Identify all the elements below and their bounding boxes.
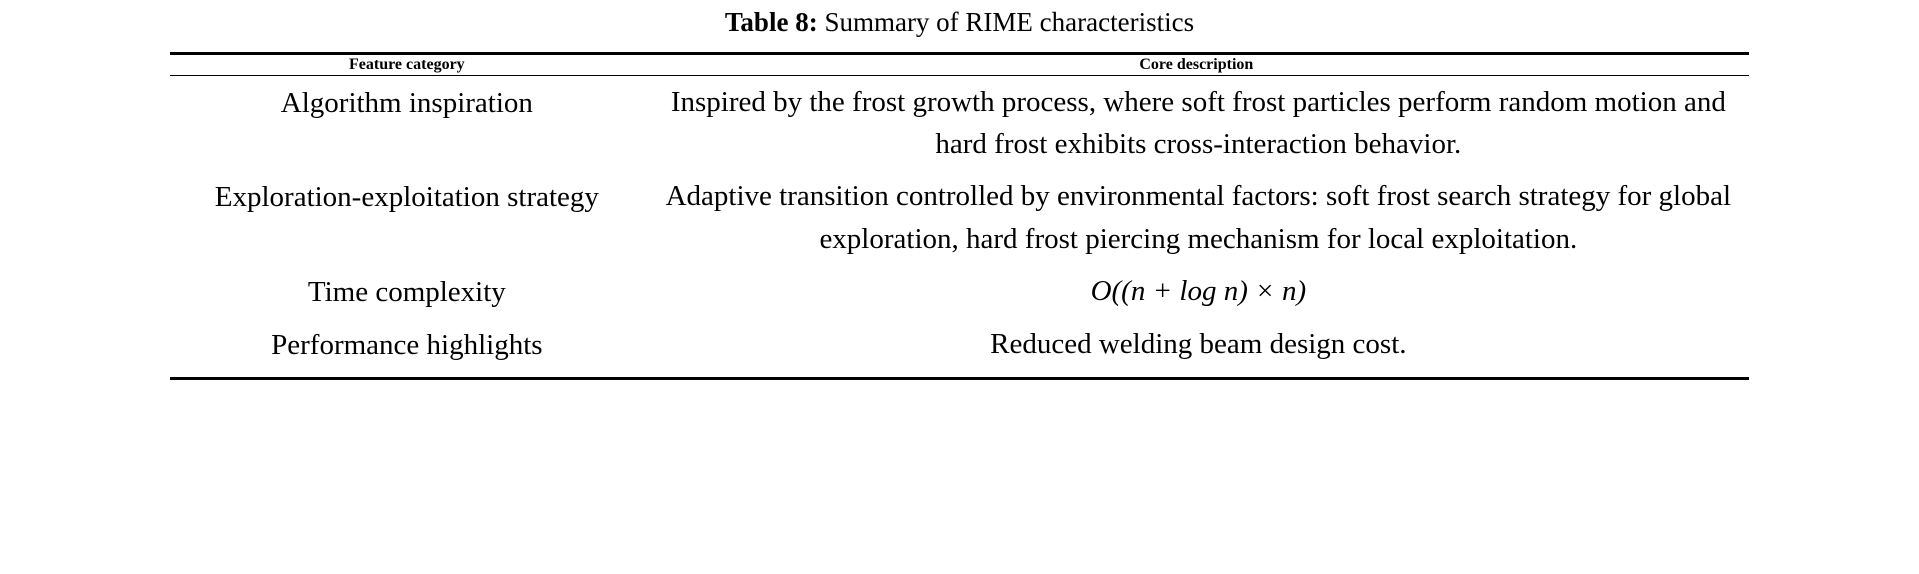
table-row <box>170 265 1749 318</box>
table-row <box>170 170 1749 264</box>
row-description: Reduced welding beam design cost. <box>990 327 1407 360</box>
caption-text: Summary of RIME characteristics <box>824 7 1195 37</box>
row-description: Inspired by the frost growth process, where soft frost particles perform random motion and hard frost exhibits cross-interaction behavior. <box>670 86 1726 161</box>
row-category: Exploration-exploitation strategy <box>214 181 599 214</box>
header-feature-category: Feature category <box>349 56 465 74</box>
row-description: O((n + log n) × n) <box>1090 274 1307 307</box>
row-category: Algorithm inspiration <box>280 87 533 120</box>
table-header-row <box>170 55 1749 76</box>
table-row <box>170 318 1749 371</box>
row-category: Performance highlights <box>271 328 543 361</box>
bottom-rule <box>170 378 1749 380</box>
header-core-description: Core description <box>1139 56 1254 74</box>
bottom-spacer <box>170 371 1749 379</box>
table-caption <box>170 0 1749 52</box>
row-category: Time complexity <box>307 275 506 308</box>
caption-label: Table 8: <box>724 7 818 37</box>
summary-table <box>170 52 1749 379</box>
row-description: Adaptive transition controlled by environmental factors: soft frost search strategy for global exploration, hard frost piercing mechanism for local exploitation. <box>665 180 1732 255</box>
table-row <box>170 76 1749 170</box>
